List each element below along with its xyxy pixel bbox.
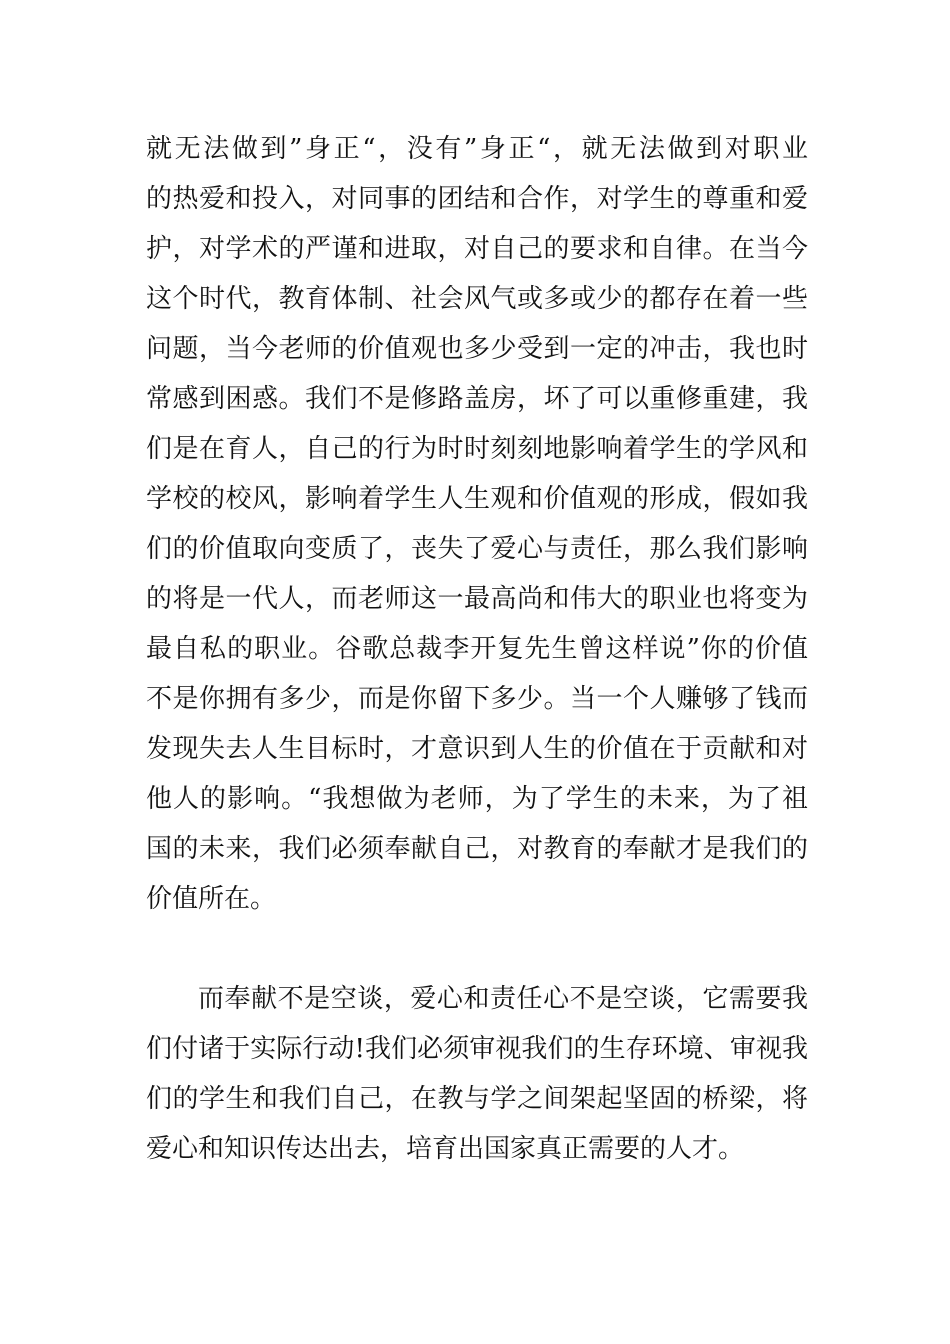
text-line: 这个时代，教育体制、社会风气或多或少的都存在着一些	[146, 284, 808, 314]
text-line: 问题，当今老师的价值观也多少受到一定的冲击，我也时	[146, 334, 808, 364]
text-line: 们的学生和我们自己，在教与学之间架起坚固的桥梁，将	[146, 1084, 808, 1114]
text-line: 他人的影响。“我想做为老师，为了学生的未来，为了祖	[146, 784, 808, 814]
text-line: 不是你拥有多少，而是你留下多少。当一个人赚够了钱而	[146, 684, 808, 714]
text-line: 学校的校风，影响着学生人生观和价值观的形成，假如我	[146, 484, 808, 514]
paragraph-2	[146, 974, 808, 1174]
paragraph-1	[146, 124, 808, 924]
text-line: 而奉献不是空谈，爱心和责任心不是空谈，它需要我	[198, 984, 808, 1014]
text-line: 爱心和知识传达出去，培育出国家真正需要的人才。	[146, 1134, 745, 1164]
text-line: 们是在育人，自己的行为时时刻刻地影响着学生的学风和	[146, 434, 808, 464]
paragraph-spacer	[146, 924, 808, 974]
text-line: 国的未来，我们必须奉献自己，对教育的奉献才是我们的	[146, 834, 808, 864]
text-line: 们付诸于实际行动!我们必须审视我们的生存环境、审视我	[146, 1034, 808, 1064]
text-line: 常感到困惑。我们不是修路盖房，坏了可以重修重建，我	[146, 384, 808, 414]
text-line: 价值所在。	[146, 884, 277, 914]
text-line: 就无法做到”身正“，没有”身正“，就无法做到对职业	[146, 134, 808, 164]
text-line: 发现失去人生目标时，才意识到人生的价值在于贡献和对	[146, 734, 808, 764]
text-line: 们的价值取向变质了，丧失了爱心与责任，那么我们影响	[146, 534, 808, 564]
text-line: 最自私的职业。谷歌总裁李开复先生曾这样说”你的价值	[146, 634, 808, 664]
text-line: 护，对学术的严谨和进取，对自己的要求和自律。在当今	[146, 234, 808, 264]
document-body	[146, 124, 808, 1174]
text-line: 的将是一代人，而老师这一最高尚和伟大的职业也将变为	[146, 584, 808, 614]
text-line: 的热爱和投入，对同事的团结和合作，对学生的尊重和爱	[146, 184, 808, 214]
